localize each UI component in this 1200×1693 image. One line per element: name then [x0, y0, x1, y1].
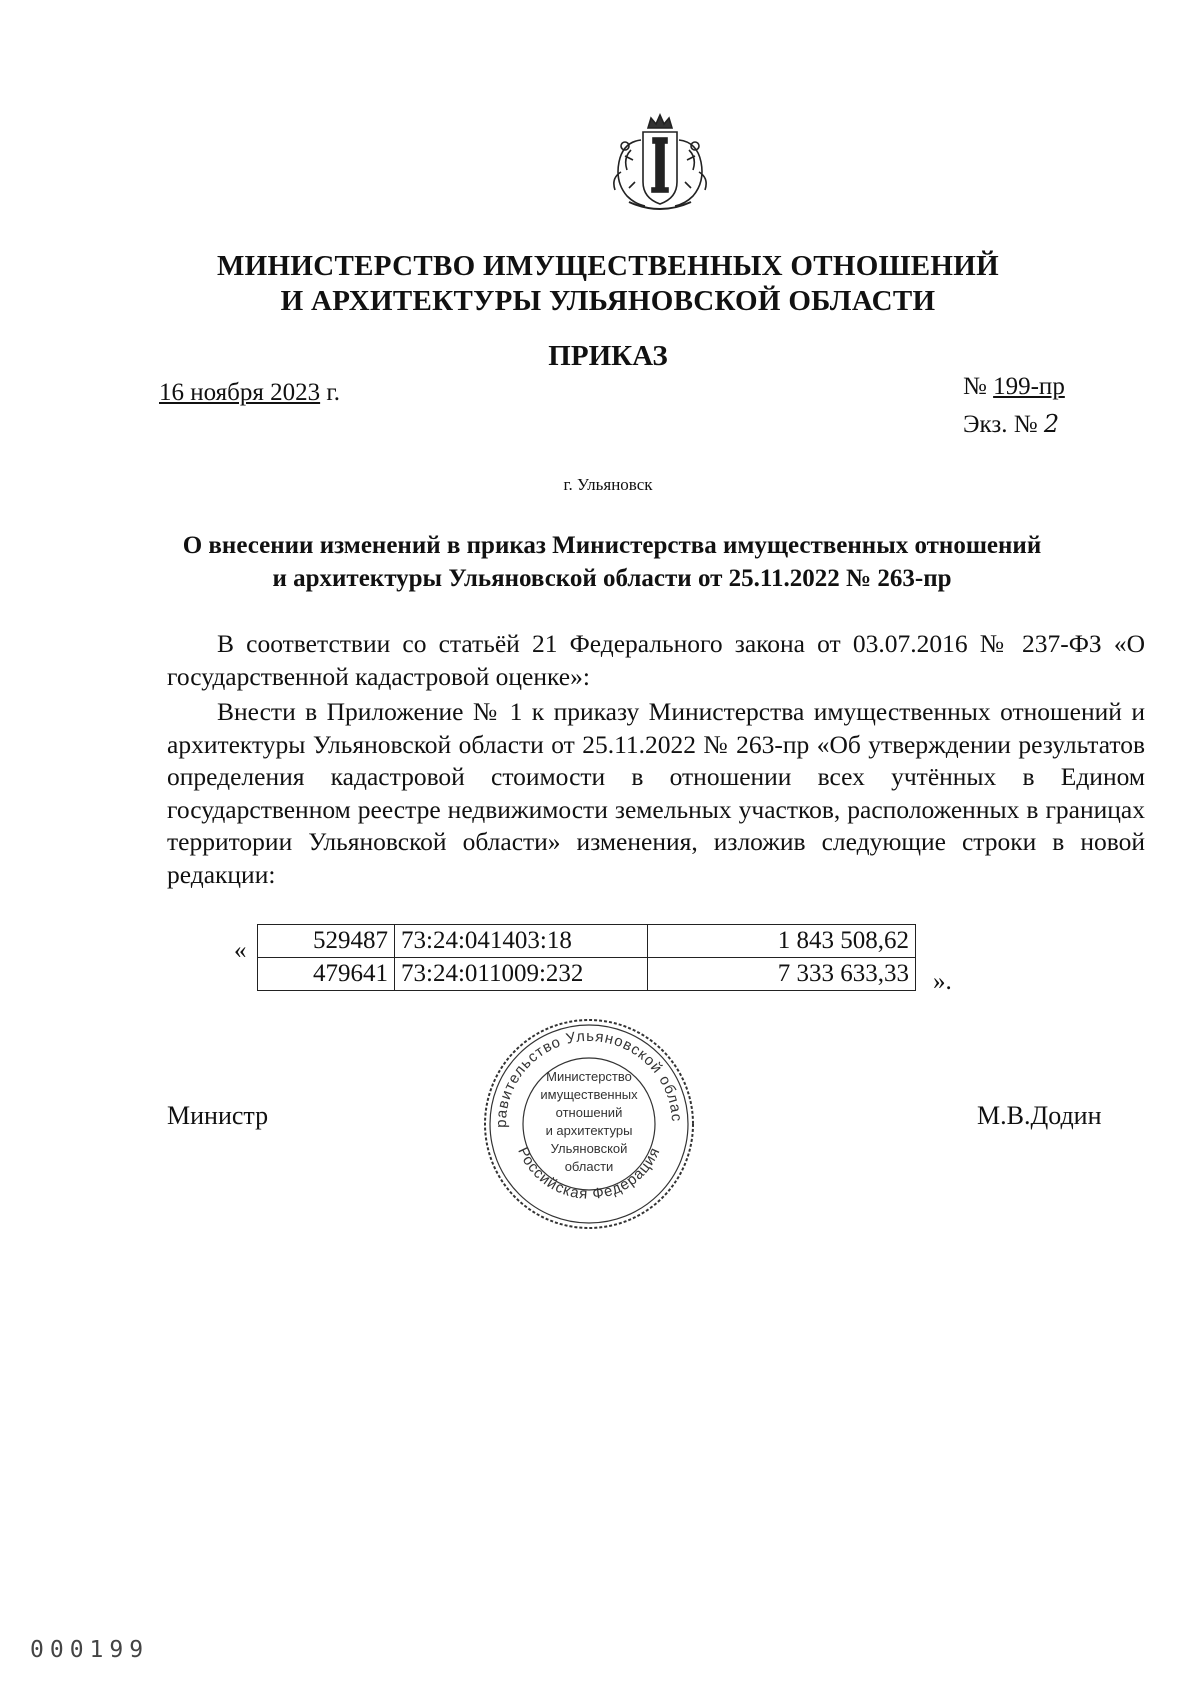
body-paragraph-order: Внести в Приложение № 1 к приказу Министерства имущественных отношений и архитектуры Ульяновской области от 25.11.2022 № 263-пр «Об утверждении результатов определения кадастровой стоимости в отношении всех учтённых в Едином государственном реестре недвижимости земельных участков, расположенных в границах территории Ульяновской области» изменения, изложив следующие строки в новой редакции: [167, 697, 1145, 889]
body-paragraph-legal-basis: В соответствии со статьёй 21 Федерального закона от 03.07.2016 № 237-ФЗ «О государственной кадастровой оценке»: [167, 629, 1145, 691]
table-close-quote: ». [933, 968, 952, 995]
cadastral-value-cell: 1 843 508,62 [648, 925, 916, 958]
document-city: г. Ульяновск [563, 475, 653, 494]
table-row [258, 925, 916, 958]
table-row [258, 958, 916, 991]
seal-inner-line: имущественных [540, 1087, 638, 1102]
copy-number-value: 2 [1043, 410, 1060, 438]
document-date [159, 379, 340, 407]
document-date-value: 16 ноября 2023 [159, 379, 321, 406]
copy-number [963, 410, 1059, 439]
seal-outer-bottom-text: Российская Федерация [514, 1144, 664, 1203]
seal-inner-line: Ульяновской [550, 1141, 628, 1156]
cadastral-number-cell: 73:24:011009:232 [395, 958, 648, 991]
document-number-label: № [963, 373, 987, 400]
row-id-cell: 479641 [258, 958, 395, 991]
signer-role: Министр [167, 1101, 269, 1130]
subject-line1: О внесении изменений в приказ Министерства имущественных отношений [182, 532, 1042, 559]
official-seal-icon [478, 1013, 700, 1235]
seal-outer-top-text: равительство Ульяновской облас [492, 1027, 686, 1128]
organization-name-line2: И АРХИТЕКТУРЫ УЛЬЯНОВСКОЙ ОБЛАСТИ [280, 285, 936, 317]
cadastral-value-cell: 7 333 633,33 [648, 958, 916, 991]
document-serial-number: 000199 [30, 1637, 150, 1663]
cadastral-number-cell: 73:24:041403:18 [395, 925, 648, 958]
document-date-suffix: г. [320, 379, 341, 406]
document-number-value: 199-пр [993, 373, 1065, 400]
row-id-cell: 529487 [258, 925, 395, 958]
seal-inner-line: Министерство [546, 1069, 632, 1084]
signer-name: М.В.Додин [977, 1101, 1102, 1130]
table-open-quote: « [234, 937, 247, 964]
seal-inner-line: области [564, 1159, 614, 1174]
organization-name-line1: МИНИСТЕРСТВО ИМУЩЕСТВЕННЫХ ОТНОШЕНИЙ [216, 250, 999, 282]
seal-inner-line: и архитектуры [545, 1123, 633, 1138]
subject-line2: и архитектуры Ульяновской области от 25.11.2022 № 263-пр [272, 565, 952, 592]
seal-inner-line: отношений [555, 1105, 623, 1120]
document-number [963, 373, 1065, 401]
copy-number-label: Экз. № [963, 411, 1038, 438]
document-type: ПРИКАЗ [548, 340, 668, 372]
cadastral-values-table [257, 924, 916, 991]
coat-of-arms-icon [601, 112, 719, 216]
